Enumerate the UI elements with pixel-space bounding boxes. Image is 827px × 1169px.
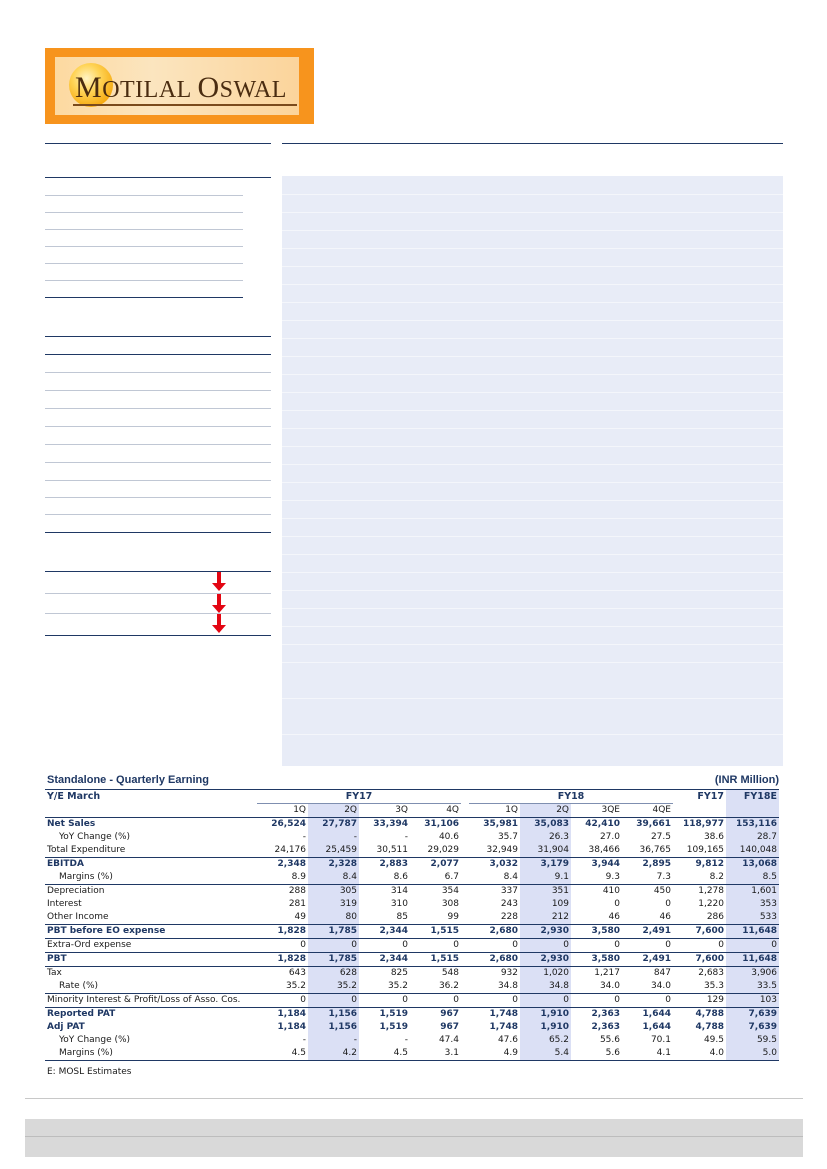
table-cell: 25,459: [308, 844, 359, 858]
table-cell: 319: [308, 898, 359, 911]
table-cell: 46: [659, 912, 671, 922]
table-cell: 3,580: [571, 953, 622, 967]
table-cell: 47.6: [497, 1035, 518, 1045]
table-cell: 34.0: [599, 981, 620, 991]
table-cell: 34.8: [497, 981, 518, 991]
table-cell: 153,116: [726, 818, 779, 832]
table-cell: 3.1: [410, 1047, 461, 1061]
row-label: Tax: [45, 967, 257, 981]
table-cell: 34.0: [650, 981, 671, 991]
table-cell: 4.5: [359, 1047, 410, 1061]
table-cell: 2,348: [257, 858, 308, 872]
table-cell: 2,930: [520, 953, 571, 967]
table-cell: 5.0: [726, 1047, 779, 1061]
table-cell: -: [404, 832, 408, 842]
table-cell: 410: [571, 885, 622, 899]
table-cell: 1,184: [277, 1022, 306, 1032]
table-cell: 1,156: [308, 1008, 359, 1022]
table-cell: 308: [441, 899, 459, 909]
table-cell: -: [302, 1035, 306, 1045]
table-cell: 0: [571, 994, 622, 1008]
table-cell: 2,344: [359, 953, 410, 967]
table-cell: 0: [469, 939, 520, 953]
table-row: [45, 858, 779, 872]
table-row: [45, 980, 779, 994]
table-cell: 2,328: [308, 858, 359, 872]
table-row: [45, 818, 779, 832]
table-cell: 1,519: [359, 1008, 410, 1022]
table-unit: (INR Million): [714, 774, 779, 786]
table-cell: 2,683: [673, 967, 726, 981]
table-cell: 2,930: [520, 925, 571, 939]
down-arrow-icon: [211, 594, 227, 614]
row-label: Rate (%): [59, 981, 99, 991]
table-cell: 47.4: [438, 1035, 459, 1045]
table-cell: 31,106: [410, 818, 461, 832]
table-cell: 932: [469, 967, 520, 981]
table-row: [45, 911, 779, 925]
table-row: [45, 994, 779, 1008]
table-cell: 4.9: [469, 1047, 520, 1061]
table-cell: 35,981: [469, 818, 520, 832]
table-cell: 35.2: [387, 981, 408, 991]
table-cell: 24,176: [274, 845, 306, 855]
table-cell: 353: [726, 898, 779, 911]
table-cell: 85: [396, 912, 408, 922]
row-label: Interest: [47, 899, 82, 909]
table-cell: 26,524: [257, 818, 308, 832]
table-cell: 27,787: [308, 818, 359, 832]
quarter-label: 4QE: [652, 805, 671, 815]
table-cell: 36.2: [438, 981, 459, 991]
table-cell: 1,601: [726, 885, 779, 899]
table-cell: 99: [447, 912, 459, 922]
table-cell: 9,812: [673, 858, 726, 872]
table-cell: 2,883: [359, 858, 410, 872]
row-label: PBT before EO expense: [45, 925, 257, 939]
earnings-grid: [45, 789, 779, 1061]
table-cell: 2,344: [359, 925, 410, 939]
table-cell: 7,639: [726, 1021, 779, 1034]
table-cell: 1,785: [308, 925, 359, 939]
table-cell: 0: [308, 939, 359, 953]
table-cell: 118,977: [673, 818, 726, 832]
table-cell: 38,466: [588, 845, 620, 855]
table-cell: 5.6: [571, 1047, 622, 1061]
table-row: [45, 871, 779, 885]
table-cell: 967: [410, 1008, 461, 1022]
table-cell: 4,788: [695, 1022, 724, 1032]
table-cell: 8.6: [393, 872, 408, 882]
table-cell: 2,077: [410, 858, 461, 872]
table-cell: 40.6: [438, 832, 459, 842]
table-cell: 35.2: [285, 981, 306, 991]
table-cell: 1,184: [257, 1008, 308, 1022]
table-cell: 4.0: [673, 1047, 726, 1061]
table-cell: 30,511: [376, 845, 408, 855]
table-cell: 9.1: [520, 871, 571, 885]
table-cell: 6.7: [444, 872, 459, 882]
table-cell: 7,600: [673, 925, 726, 939]
table-row: [45, 885, 779, 899]
table-cell: 1,515: [410, 953, 461, 967]
fy-annual-fy18e: FY18E: [726, 790, 779, 804]
table-cell: 4.2: [308, 1047, 359, 1061]
row-label: Net Sales: [45, 818, 257, 832]
table-cell: 1,644: [622, 1008, 673, 1022]
table-cell: 32,949: [486, 845, 518, 855]
table-cell: 5.4: [520, 1047, 571, 1061]
table-cell: 13,068: [726, 858, 779, 872]
table-cell: 0: [665, 899, 671, 909]
table-cell: 1,020: [520, 967, 571, 981]
table-cell: 1,644: [642, 1022, 671, 1032]
table-cell: 9.3: [605, 872, 620, 882]
table-cell: 1,748: [469, 1008, 520, 1022]
table-row: [45, 1047, 779, 1061]
table-cell: 305: [308, 885, 359, 899]
table-cell: 310: [390, 899, 408, 909]
table-cell: 825: [359, 967, 410, 981]
row-label: YoY Change (%): [59, 832, 131, 842]
table-cell: 337: [469, 885, 520, 899]
table-row: [45, 898, 779, 911]
table-cell: 1,910: [520, 1021, 571, 1034]
row-label: Extra-Ord expense: [45, 939, 257, 953]
table-cell: 46: [608, 912, 620, 922]
table-cell: 0: [308, 994, 359, 1008]
ye-label: Y/E March: [45, 790, 257, 804]
table-cell: 8.9: [291, 872, 306, 882]
table-cell: 7,639: [726, 1008, 779, 1022]
table-cell: 643: [257, 967, 308, 981]
table-cell: 35.7: [497, 832, 518, 842]
fy-group-fy18: FY18: [469, 790, 673, 804]
table-cell: 2,491: [622, 925, 673, 939]
table-cell: 0: [520, 994, 571, 1008]
table-cell: 35,083: [520, 818, 571, 832]
table-cell: 39,661: [622, 818, 673, 832]
logo-wordmark: MOTILAL OSWAL: [75, 71, 287, 104]
table-cell: 65.2: [520, 1034, 571, 1047]
table-cell: 3,944: [571, 858, 622, 872]
fy-annual-fy17: FY17: [673, 790, 726, 804]
quarter-label: 4Q: [446, 805, 459, 815]
table-cell: 70.1: [650, 1035, 671, 1045]
table-cell: 1,217: [571, 967, 622, 981]
table-cell: 0: [614, 899, 620, 909]
table-cell: 8.4: [503, 872, 518, 882]
table-cell: 109,165: [686, 845, 724, 855]
table-cell: 212: [520, 911, 571, 925]
table-cell: 533: [726, 911, 779, 925]
row-label: EBITDA: [45, 858, 257, 872]
quarter-label: 2Q: [308, 804, 359, 818]
table-cell: 11,648: [726, 925, 779, 939]
table-row: [45, 1008, 779, 1022]
table-cell: 31,904: [520, 844, 571, 858]
table-cell: 967: [440, 1022, 459, 1032]
company-logo: [45, 48, 314, 124]
table-cell: 27.5: [650, 832, 671, 842]
table-cell: 49: [294, 912, 306, 922]
fy-header-row: [45, 790, 779, 804]
right-panel: [282, 176, 783, 766]
table-cell: 1,828: [257, 925, 308, 939]
table-cell: 2,363: [591, 1022, 620, 1032]
table-cell: 28.7: [726, 831, 779, 844]
table-cell: 8.2: [709, 872, 724, 882]
table-cell: 354: [410, 885, 461, 899]
table-row: [45, 925, 779, 939]
table-cell: 0: [257, 994, 308, 1008]
table-cell: -: [308, 831, 359, 844]
table-cell: 0: [622, 939, 673, 953]
table-cell: 1,156: [308, 1021, 359, 1034]
table-cell: 0: [359, 939, 410, 953]
table-row: [45, 831, 779, 844]
table-cell: 2,895: [622, 858, 673, 872]
footer-rule: [25, 1098, 803, 1099]
table-cell: 288: [257, 885, 308, 899]
table-cell: 450: [622, 885, 673, 899]
table-cell: 140,048: [726, 844, 779, 858]
table-cell: 847: [622, 967, 673, 981]
quarter-label: 3QE: [601, 805, 620, 815]
row-label: Depreciation: [45, 885, 257, 899]
table-cell: 243: [500, 899, 518, 909]
table-cell: 38.6: [703, 832, 724, 842]
table-cell: 0: [410, 994, 461, 1008]
table-cell: 1,828: [257, 953, 308, 967]
table-cell: 55.6: [599, 1035, 620, 1045]
table-cell: 4,788: [673, 1008, 726, 1022]
table-cell: 1,785: [308, 953, 359, 967]
row-label: Other Income: [47, 912, 109, 922]
table-cell: 1,519: [379, 1022, 408, 1032]
table-cell: 49.5: [703, 1035, 724, 1045]
row-label: Margins (%): [59, 872, 113, 882]
table-cell: -: [404, 1035, 408, 1045]
table-cell: 33.5: [726, 980, 779, 994]
table-cell: 34.8: [520, 980, 571, 994]
table-row: [45, 1034, 779, 1047]
table-cell: 29,029: [427, 845, 459, 855]
table-cell: 0: [410, 939, 461, 953]
quarter-label: 1Q: [505, 805, 518, 815]
table-cell: 0: [726, 939, 779, 953]
table-row: [45, 939, 779, 953]
table-cell: 26.3: [520, 831, 571, 844]
table-cell: 4.5: [257, 1047, 308, 1061]
table-cell: 35.2: [308, 980, 359, 994]
row-label: Reported PAT: [45, 1008, 257, 1022]
table-row: [45, 953, 779, 967]
table-cell: 36,765: [639, 845, 671, 855]
table-cell: 286: [706, 912, 724, 922]
table-cell: 80: [308, 911, 359, 925]
fy-group-fy17: FY17: [257, 790, 461, 804]
row-label: Minority Interest & Profit/Loss of Asso. Cos.: [45, 994, 257, 1008]
table-cell: 8.4: [308, 871, 359, 885]
table-cell: 0: [520, 939, 571, 953]
row-label: PBT: [45, 953, 257, 967]
quarter-label: 1Q: [293, 805, 306, 815]
table-cell: 628: [308, 967, 359, 981]
table-cell: 0: [257, 939, 308, 953]
table-cell: 548: [410, 967, 461, 981]
table-cell: 3,032: [469, 858, 520, 872]
quarter-header-row: [45, 804, 779, 818]
table-cell: 314: [359, 885, 410, 899]
table-cell: 281: [288, 899, 306, 909]
table-cell: 228: [500, 912, 518, 922]
table-cell: 33,394: [359, 818, 410, 832]
table-title: Standalone - Quarterly Earning: [47, 774, 209, 786]
table-cell: 351: [520, 885, 571, 899]
table-cell: 109: [520, 898, 571, 911]
table-cell: -: [308, 1034, 359, 1047]
table-cell: 7.3: [656, 872, 671, 882]
footer-bar: [25, 1119, 803, 1157]
table-cell: 8.5: [726, 871, 779, 885]
table-cell: 0: [571, 939, 622, 953]
table-cell: 129: [673, 994, 726, 1008]
table-cell: 35.3: [703, 981, 724, 991]
table-cell: -: [302, 832, 306, 842]
table-row: [45, 967, 779, 981]
down-arrow-icon: [211, 572, 227, 592]
table-cell: 7,600: [673, 953, 726, 967]
table-cell: 0: [622, 994, 673, 1008]
table-cell: 3,179: [520, 858, 571, 872]
row-label: Total Expenditure: [47, 845, 126, 855]
table-cell: 1,515: [410, 925, 461, 939]
table-cell: 2,680: [469, 953, 520, 967]
table-cell: 0: [469, 994, 520, 1008]
row-label: Margins (%): [45, 1047, 257, 1061]
table-cell: 27.0: [599, 832, 620, 842]
table-cell: 3,906: [726, 967, 779, 981]
row-label: YoY Change (%): [59, 1035, 131, 1045]
table-cell: 1,278: [673, 885, 726, 899]
table-cell: 2,491: [622, 953, 673, 967]
table-cell: 1,910: [520, 1008, 571, 1022]
table-cell: 42,410: [571, 818, 622, 832]
table-cell: 3,580: [571, 925, 622, 939]
table-cell: 2,363: [571, 1008, 622, 1022]
table-cell: 2,680: [469, 925, 520, 939]
right-panel-rule: [282, 143, 783, 144]
down-arrow-icon: [211, 614, 227, 634]
quarter-label: 2Q: [520, 804, 571, 818]
table-cell: 59.5: [726, 1034, 779, 1047]
table-cell: 103: [726, 994, 779, 1008]
table-cell: 11,648: [726, 953, 779, 967]
table-cell: 4.1: [622, 1047, 673, 1061]
table-row: [45, 1021, 779, 1034]
table-cell: 0: [359, 994, 410, 1008]
table-cell: 0: [673, 939, 726, 953]
table-cell: 1,220: [698, 899, 724, 909]
quarter-label: 3Q: [395, 805, 408, 815]
table-row: [45, 844, 779, 858]
row-label: Adj PAT: [47, 1022, 85, 1032]
table-cell: 1,748: [489, 1022, 518, 1032]
estimates-note: E: MOSL Estimates: [47, 1067, 132, 1077]
